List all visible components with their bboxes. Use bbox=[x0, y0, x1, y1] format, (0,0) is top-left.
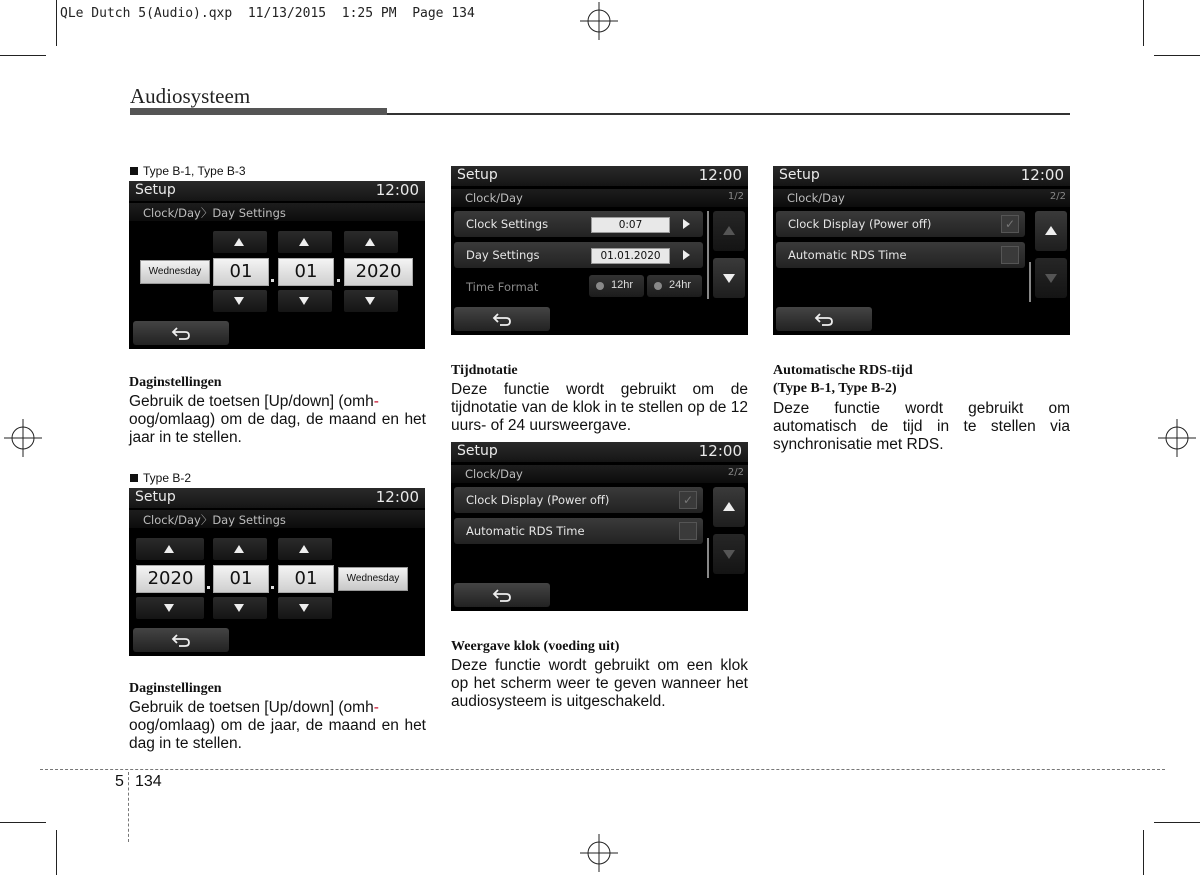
day-value: 01.01.2020 bbox=[591, 248, 670, 264]
crop-mark bbox=[0, 822, 46, 823]
screen-clock: 12:00 bbox=[375, 488, 419, 506]
crop-mark bbox=[56, 0, 57, 46]
arrow-right-icon bbox=[683, 250, 690, 260]
heading-daginstellingen-1: Daginstellingen bbox=[129, 375, 222, 390]
arrow-down-icon bbox=[234, 604, 244, 612]
crop-mark bbox=[56, 830, 57, 875]
arrow-up-icon bbox=[299, 545, 309, 553]
back-button[interactable] bbox=[133, 628, 229, 652]
arrow-down-icon bbox=[723, 274, 735, 283]
arrow-down-icon bbox=[234, 297, 244, 305]
screen-title-bar bbox=[451, 166, 748, 186]
section-title: Audiosysteem bbox=[130, 84, 251, 108]
day-down-button[interactable] bbox=[213, 290, 267, 312]
arrow-up-icon bbox=[1045, 226, 1057, 235]
screen-subtitle: Clock/Day 2/2 bbox=[451, 465, 748, 483]
back-arrow-icon bbox=[492, 312, 512, 326]
registration-mark-icon bbox=[1158, 419, 1196, 457]
screen-clock: 12:00 bbox=[1020, 166, 1064, 184]
page-indicator: 1/2 bbox=[727, 191, 744, 202]
hyphen: - bbox=[373, 393, 379, 410]
year-down-button[interactable] bbox=[344, 290, 398, 312]
crop-mark bbox=[1143, 0, 1144, 46]
body-automatische-rds-tijd: Deze functie wordt gebruikt om automatisch de tijd in te stellen via synchronisatie met RDS. bbox=[773, 400, 1070, 453]
clock-day-screen-page2 bbox=[451, 442, 748, 611]
screen-title-bar bbox=[129, 181, 425, 201]
back-arrow-icon bbox=[171, 633, 191, 647]
caption-type-b2: Type B-2 bbox=[130, 471, 191, 485]
year-field[interactable]: 2020 bbox=[344, 258, 413, 286]
back-button[interactable] bbox=[776, 307, 872, 331]
arrow-down-icon bbox=[299, 297, 309, 305]
crop-mark bbox=[1143, 830, 1144, 875]
date-separator bbox=[337, 279, 340, 282]
screen-title-bar bbox=[129, 488, 425, 508]
scrollbar[interactable] bbox=[707, 211, 709, 299]
arrow-up-icon bbox=[723, 226, 735, 235]
screen-clock: 12:00 bbox=[698, 442, 742, 460]
checkbox-icon bbox=[1001, 246, 1019, 264]
screen-subtitle: Clock/Day 2/2 bbox=[773, 189, 1070, 207]
screen-clock: 12:00 bbox=[375, 181, 419, 199]
body-daginstellingen-2: Gebruik de toetsen [Up/down] (omh- oog/omlaag) om de jaar, de maand en het dag in te stellen. bbox=[129, 699, 426, 752]
crop-mark bbox=[1154, 55, 1200, 56]
screen-breadcrumb: Clock/Day〉Day Settings bbox=[129, 510, 425, 528]
screen-title: Setup bbox=[135, 182, 176, 198]
body-weergave-klok: Deze functie wordt gebruikt om een klok op het scherm weer te geven wanneer het audiosysteem is uitgeschakeld. bbox=[451, 657, 748, 710]
body-tijdnotatie: Deze functie wordt gebruikt om de tijdnotatie van de klok in te stellen op de 12 uurs- of 24 uursweergave. bbox=[451, 381, 748, 434]
back-arrow-icon bbox=[492, 588, 512, 602]
screen-subtitle: Clock/Day 1/2 bbox=[451, 189, 748, 207]
month-down-button[interactable] bbox=[278, 290, 332, 312]
time-format-row: Time Format bbox=[466, 280, 539, 294]
day-down-button[interactable] bbox=[278, 597, 332, 619]
back-button[interactable] bbox=[454, 307, 550, 331]
day-up-button[interactable] bbox=[213, 231, 267, 253]
year-field[interactable]: 2020 bbox=[136, 565, 205, 593]
automatic-rds-time-row[interactable]: Automatic RDS Time bbox=[454, 518, 703, 544]
heading-tijdnotatie: Tijdnotatie bbox=[451, 363, 518, 378]
clock-settings-row[interactable]: Clock Settings 0:07 bbox=[454, 211, 703, 237]
arrow-down-icon bbox=[365, 297, 375, 305]
print-header: QLe Dutch 5(Audio).qxp 11/13/2015 1:25 PM Page 134 bbox=[60, 6, 475, 21]
arrow-up-icon bbox=[234, 545, 244, 553]
crop-mark bbox=[0, 55, 46, 56]
scrollbar[interactable] bbox=[1029, 262, 1031, 302]
date-separator bbox=[207, 586, 210, 589]
hyphen: - bbox=[373, 699, 379, 716]
screen-breadcrumb: Clock/Day〉Day Settings bbox=[129, 203, 425, 221]
back-arrow-icon bbox=[814, 312, 834, 326]
day-up-button[interactable] bbox=[278, 538, 332, 560]
screen-title: Setup bbox=[779, 167, 820, 183]
header-rule-accent bbox=[130, 108, 387, 115]
arrow-right-icon bbox=[683, 219, 690, 229]
year-up-button[interactable] bbox=[344, 231, 398, 253]
automatic-rds-time-row[interactable]: Automatic RDS Time bbox=[776, 242, 1025, 268]
footer-rule bbox=[40, 769, 1165, 770]
scroll-down-button[interactable] bbox=[1035, 258, 1067, 298]
arrow-up-icon bbox=[299, 238, 309, 246]
body-daginstellingen-1: Gebruik de toetsen [Up/down] (omh- oog/omlaag) om de dag, de maand en het jaar in te stellen. bbox=[129, 393, 426, 446]
arrow-up-icon bbox=[234, 238, 244, 246]
scroll-up-button[interactable] bbox=[713, 487, 745, 527]
day-settings-screen-b1b3 bbox=[129, 181, 425, 349]
format-24hr-option[interactable]: 24hr bbox=[647, 275, 702, 297]
registration-mark-icon bbox=[4, 419, 42, 457]
day-settings-screen-b2 bbox=[129, 488, 425, 656]
heading-automatische-rds-tijd: Automatische RDS-tijd (Type B-1, Type B-2) bbox=[773, 363, 913, 396]
caption-type-b1-b3: Type B-1, Type B-3 bbox=[130, 164, 246, 178]
screen-clock: 12:00 bbox=[698, 166, 742, 184]
registration-mark-icon bbox=[580, 2, 618, 40]
month-field[interactable]: 01 bbox=[278, 258, 334, 286]
day-field[interactable]: 01 bbox=[278, 565, 334, 593]
page-indicator: 2/2 bbox=[1049, 191, 1066, 202]
clock-day-screen-page1 bbox=[451, 166, 748, 335]
screen-title: Setup bbox=[135, 489, 176, 505]
crop-mark bbox=[1154, 822, 1200, 823]
year-down-button[interactable] bbox=[136, 597, 204, 619]
weekday-display: Wednesday bbox=[140, 260, 210, 284]
arrow-up-icon bbox=[164, 545, 174, 553]
scroll-down-button[interactable] bbox=[713, 534, 745, 574]
registration-mark-icon bbox=[580, 834, 618, 872]
back-button[interactable] bbox=[133, 321, 229, 345]
date-separator bbox=[271, 586, 274, 589]
checkbox-icon bbox=[679, 522, 697, 540]
day-settings-row[interactable]: Day Settings 01.01.2020 bbox=[454, 242, 703, 268]
screen-title-bar bbox=[451, 442, 748, 462]
screen-title: Setup bbox=[457, 443, 498, 459]
page-indicator: 2/2 bbox=[727, 467, 744, 478]
arrow-up-icon bbox=[723, 502, 735, 511]
bullet-square-icon bbox=[130, 474, 138, 482]
month-up-button[interactable] bbox=[213, 538, 267, 560]
clock-display-row[interactable]: Clock Display (Power off) ✓ bbox=[776, 211, 1025, 237]
arrow-down-icon bbox=[723, 550, 735, 559]
weekday-display: Wednesday bbox=[338, 567, 408, 591]
format-12hr-option[interactable]: 12hr bbox=[589, 275, 644, 297]
arrow-down-icon bbox=[299, 604, 309, 612]
footer-divider bbox=[128, 772, 129, 842]
heading-daginstellingen-2: Daginstellingen bbox=[129, 681, 222, 696]
radio-icon bbox=[654, 282, 662, 290]
checkbox-checked-icon: ✓ bbox=[679, 491, 697, 509]
scroll-up-button[interactable] bbox=[1035, 211, 1067, 251]
arrow-up-icon bbox=[365, 238, 375, 246]
clock-day-screen-page2-col3 bbox=[773, 166, 1070, 335]
day-field[interactable]: 01 bbox=[213, 258, 269, 286]
screen-title-bar bbox=[773, 166, 1070, 186]
clock-value: 0:07 bbox=[591, 217, 670, 233]
heading-weergave-klok: Weergave klok (voeding uit) bbox=[451, 639, 620, 654]
checkbox-checked-icon: ✓ bbox=[1001, 215, 1019, 233]
arrow-down-icon bbox=[1045, 274, 1057, 283]
page-number: 134 bbox=[135, 773, 162, 790]
screen-title: Setup bbox=[457, 167, 498, 183]
scroll-down-button[interactable] bbox=[713, 258, 745, 298]
radio-icon bbox=[596, 282, 604, 290]
month-up-button[interactable] bbox=[278, 231, 332, 253]
arrow-down-icon bbox=[164, 604, 174, 612]
back-button[interactable] bbox=[454, 583, 550, 607]
bullet-square-icon bbox=[130, 167, 138, 175]
chapter-number: 5 bbox=[115, 773, 124, 790]
back-arrow-icon bbox=[171, 326, 191, 340]
date-separator bbox=[271, 279, 274, 282]
year-up-button[interactable] bbox=[136, 538, 204, 560]
month-down-button[interactable] bbox=[213, 597, 267, 619]
scrollbar[interactable] bbox=[707, 538, 709, 578]
month-field[interactable]: 01 bbox=[213, 565, 269, 593]
scroll-up-button[interactable] bbox=[713, 211, 745, 251]
clock-display-row[interactable]: Clock Display (Power off) ✓ bbox=[454, 487, 703, 513]
